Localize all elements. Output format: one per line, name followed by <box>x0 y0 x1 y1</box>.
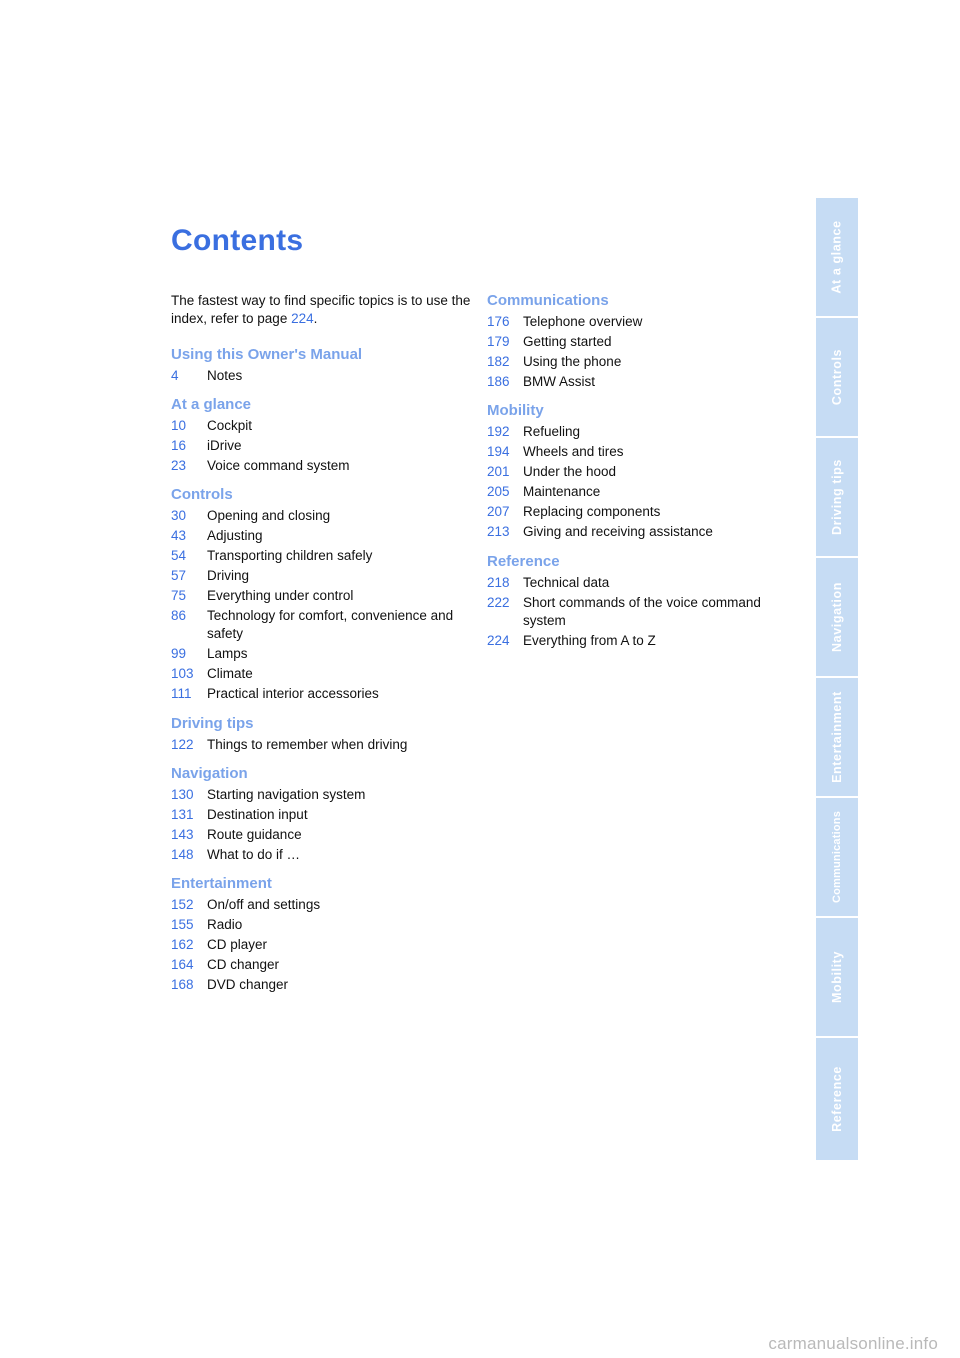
toc-entry[interactable] <box>171 846 471 864</box>
toc-entry[interactable] <box>487 574 787 592</box>
entry-page[interactable]: 103 <box>171 666 194 681</box>
entry-title: Adjusting <box>207 528 263 543</box>
toc-entry[interactable] <box>487 503 787 521</box>
entry-title: Everything from A to Z <box>523 633 656 648</box>
entry-page[interactable]: 213 <box>487 524 510 539</box>
tab-communications[interactable] <box>816 798 858 916</box>
entry-title: Driving <box>207 568 250 583</box>
entry-title: Getting started <box>523 334 612 349</box>
entry-title: Lamps <box>207 646 248 661</box>
entry-page[interactable]: 43 <box>171 528 187 543</box>
tab-label: Entertainment <box>830 691 844 783</box>
entry-page[interactable]: 131 <box>171 807 194 822</box>
entry-page[interactable]: 182 <box>487 354 510 369</box>
entry-title: BMW Assist <box>523 374 596 389</box>
entry-title: CD player <box>207 937 268 952</box>
entry-title: What to do if … <box>207 847 301 862</box>
entry-title: Under the hood <box>523 464 617 479</box>
section-navigation <box>171 765 471 866</box>
intro-end: . <box>313 311 318 326</box>
tab-label: Controls <box>830 348 844 406</box>
toc-entry[interactable] <box>171 976 471 994</box>
section-heading[interactable]: Communications <box>487 292 609 309</box>
toc-entry[interactable] <box>171 457 471 475</box>
toc-entry[interactable] <box>487 594 787 630</box>
entry-page[interactable]: 30 <box>171 508 187 523</box>
entry-title: iDrive <box>207 438 242 453</box>
entry-title: Notes <box>207 368 243 383</box>
entry-title: Technical data <box>523 575 610 590</box>
chapter-tab-sidebar <box>816 198 858 1160</box>
entry-page[interactable]: 10 <box>171 418 187 433</box>
toc-entry[interactable] <box>171 665 471 683</box>
entry-title: Technology for comfort, convenience and safety <box>207 608 454 641</box>
toc-entry[interactable] <box>487 373 787 391</box>
entry-page[interactable]: 111 <box>171 686 192 701</box>
toc-entry[interactable] <box>171 956 471 974</box>
section-heading[interactable]: At a glance <box>171 396 252 413</box>
toc-entry[interactable] <box>171 826 471 844</box>
page-title: Contents <box>171 224 304 257</box>
tab-entertainment[interactable] <box>816 678 858 796</box>
entry-title: Giving and receiving assistance <box>523 524 713 539</box>
entry-title: Transporting children safely <box>207 548 373 563</box>
toc-entry[interactable] <box>171 547 471 565</box>
section-entertainment <box>171 875 471 996</box>
tab-navigation[interactable] <box>816 558 858 676</box>
entry-page[interactable]: 143 <box>171 827 194 842</box>
tab-label: Communications <box>831 810 843 904</box>
entry-title: Practical interior accessories <box>207 686 379 701</box>
section-heading[interactable]: Mobility <box>487 402 544 419</box>
watermark: carmanualsonline.info <box>768 1334 938 1353</box>
toc-entry[interactable] <box>171 786 471 804</box>
entry-page[interactable]: 16 <box>171 438 187 453</box>
tab-label: Mobility <box>830 950 844 1004</box>
toc-entry[interactable] <box>171 567 471 585</box>
toc-entry[interactable] <box>487 313 787 331</box>
entry-title: Maintenance <box>523 484 601 499</box>
entry-title: Starting navigation system <box>207 787 366 802</box>
entry-page[interactable]: 168 <box>171 977 194 992</box>
entry-page[interactable]: 201 <box>487 464 510 479</box>
toc-entry[interactable] <box>171 437 471 455</box>
toc-entry[interactable] <box>171 806 471 824</box>
tab-reference[interactable] <box>816 1038 858 1160</box>
entry-page[interactable]: 218 <box>487 575 510 590</box>
entry-page[interactable]: 122 <box>171 737 194 752</box>
section-controls <box>171 486 471 705</box>
entry-page[interactable]: 130 <box>171 787 194 802</box>
section-driving-tips <box>171 715 471 756</box>
entry-page[interactable]: 186 <box>487 374 510 389</box>
section-reference <box>487 553 787 652</box>
toc-entry[interactable] <box>487 353 787 371</box>
intro-page-link[interactable]: 224 <box>291 311 314 326</box>
entry-page[interactable]: 57 <box>171 568 187 583</box>
toc-entry[interactable] <box>171 417 471 435</box>
entry-title: Climate <box>207 666 253 681</box>
toc-entry[interactable] <box>487 523 787 541</box>
entry-page[interactable]: 86 <box>171 608 187 623</box>
entry-title: Voice command system <box>207 458 350 473</box>
tab-label: Driving tips <box>830 459 844 535</box>
entry-page[interactable]: 194 <box>487 444 510 459</box>
entry-title: Refueling <box>523 424 581 439</box>
section-mobility <box>487 402 787 543</box>
section-heading[interactable]: Reference <box>487 553 560 570</box>
entry-page[interactable]: 54 <box>171 548 187 563</box>
section-heading[interactable]: Driving tips <box>171 715 254 732</box>
entry-page[interactable]: 75 <box>171 588 187 603</box>
toc-entry[interactable] <box>487 483 787 501</box>
entry-title: Using the phone <box>523 354 622 369</box>
toc-entry[interactable] <box>487 423 787 441</box>
toc-entry[interactable] <box>171 916 471 934</box>
entry-page[interactable]: 99 <box>171 646 187 661</box>
entry-title: Short commands of the voice command system <box>523 595 761 628</box>
section-using-manual <box>171 346 471 387</box>
intro-text: The fastest way to find specific topics is to use the index, refer to page <box>171 293 471 326</box>
entry-title: DVD changer <box>207 977 289 992</box>
entry-title: CD changer <box>207 957 280 972</box>
entry-page[interactable]: 148 <box>171 847 194 862</box>
section-heading[interactable]: Controls <box>171 486 233 503</box>
tab-mobility[interactable] <box>816 918 858 1036</box>
toc-entry[interactable] <box>171 936 471 954</box>
entry-page[interactable]: 4 <box>171 368 179 383</box>
entry-page[interactable]: 162 <box>171 937 194 952</box>
entry-page[interactable]: 23 <box>171 458 187 473</box>
entry-title: Everything under control <box>207 588 354 603</box>
entry-page[interactable]: 207 <box>487 504 510 519</box>
entry-title: Opening and closing <box>207 508 331 523</box>
toc-entry[interactable] <box>171 736 471 754</box>
entry-page[interactable]: 192 <box>487 424 510 439</box>
tab-driving-tips[interactable] <box>816 438 858 556</box>
entry-page[interactable]: 176 <box>487 314 510 329</box>
entry-title: Radio <box>207 917 243 932</box>
toc-entry[interactable] <box>171 685 471 703</box>
entry-title: Route guidance <box>207 827 302 842</box>
entry-title: Telephone overview <box>523 314 643 329</box>
entry-page[interactable]: 222 <box>487 595 510 610</box>
section-heading[interactable]: Navigation <box>171 765 248 782</box>
toc-entry[interactable] <box>171 607 471 643</box>
section-at-a-glance <box>171 396 471 477</box>
tab-label: At a glance <box>830 220 845 294</box>
toc-entry[interactable] <box>171 527 471 545</box>
toc-entry[interactable] <box>487 443 787 461</box>
section-communications <box>487 292 787 393</box>
toc-entry[interactable] <box>487 463 787 481</box>
tab-label: Navigation <box>830 582 844 652</box>
intro-paragraph <box>171 292 471 328</box>
toc-entry[interactable] <box>171 587 471 605</box>
section-heading[interactable]: Entertainment <box>171 875 272 892</box>
entry-page[interactable]: 152 <box>171 897 194 912</box>
entry-page[interactable]: 224 <box>487 633 510 648</box>
entry-title: Replacing components <box>523 504 661 519</box>
toc-entry[interactable] <box>171 367 471 385</box>
toc-entry[interactable] <box>487 333 787 351</box>
tab-at-a-glance[interactable] <box>816 198 858 316</box>
entry-page[interactable]: 155 <box>171 917 194 932</box>
toc-entry[interactable] <box>171 896 471 914</box>
tab-controls[interactable] <box>816 318 858 436</box>
toc-entry[interactable] <box>171 507 471 525</box>
entry-title: On/off and settings <box>207 897 321 912</box>
entry-title: Cockpit <box>207 418 253 433</box>
entry-page[interactable]: 179 <box>487 334 510 349</box>
toc-entry[interactable] <box>487 632 787 650</box>
entry-title: Wheels and tires <box>523 444 624 459</box>
entry-page[interactable]: 205 <box>487 484 510 499</box>
entry-title: Things to remember when driving <box>207 737 408 752</box>
section-heading[interactable]: Using this Owner's Manual <box>171 346 363 363</box>
entry-title: Destination input <box>207 807 308 822</box>
toc-entry[interactable] <box>171 645 471 663</box>
entry-page[interactable]: 164 <box>171 957 194 972</box>
tab-label: Reference <box>830 1066 845 1132</box>
